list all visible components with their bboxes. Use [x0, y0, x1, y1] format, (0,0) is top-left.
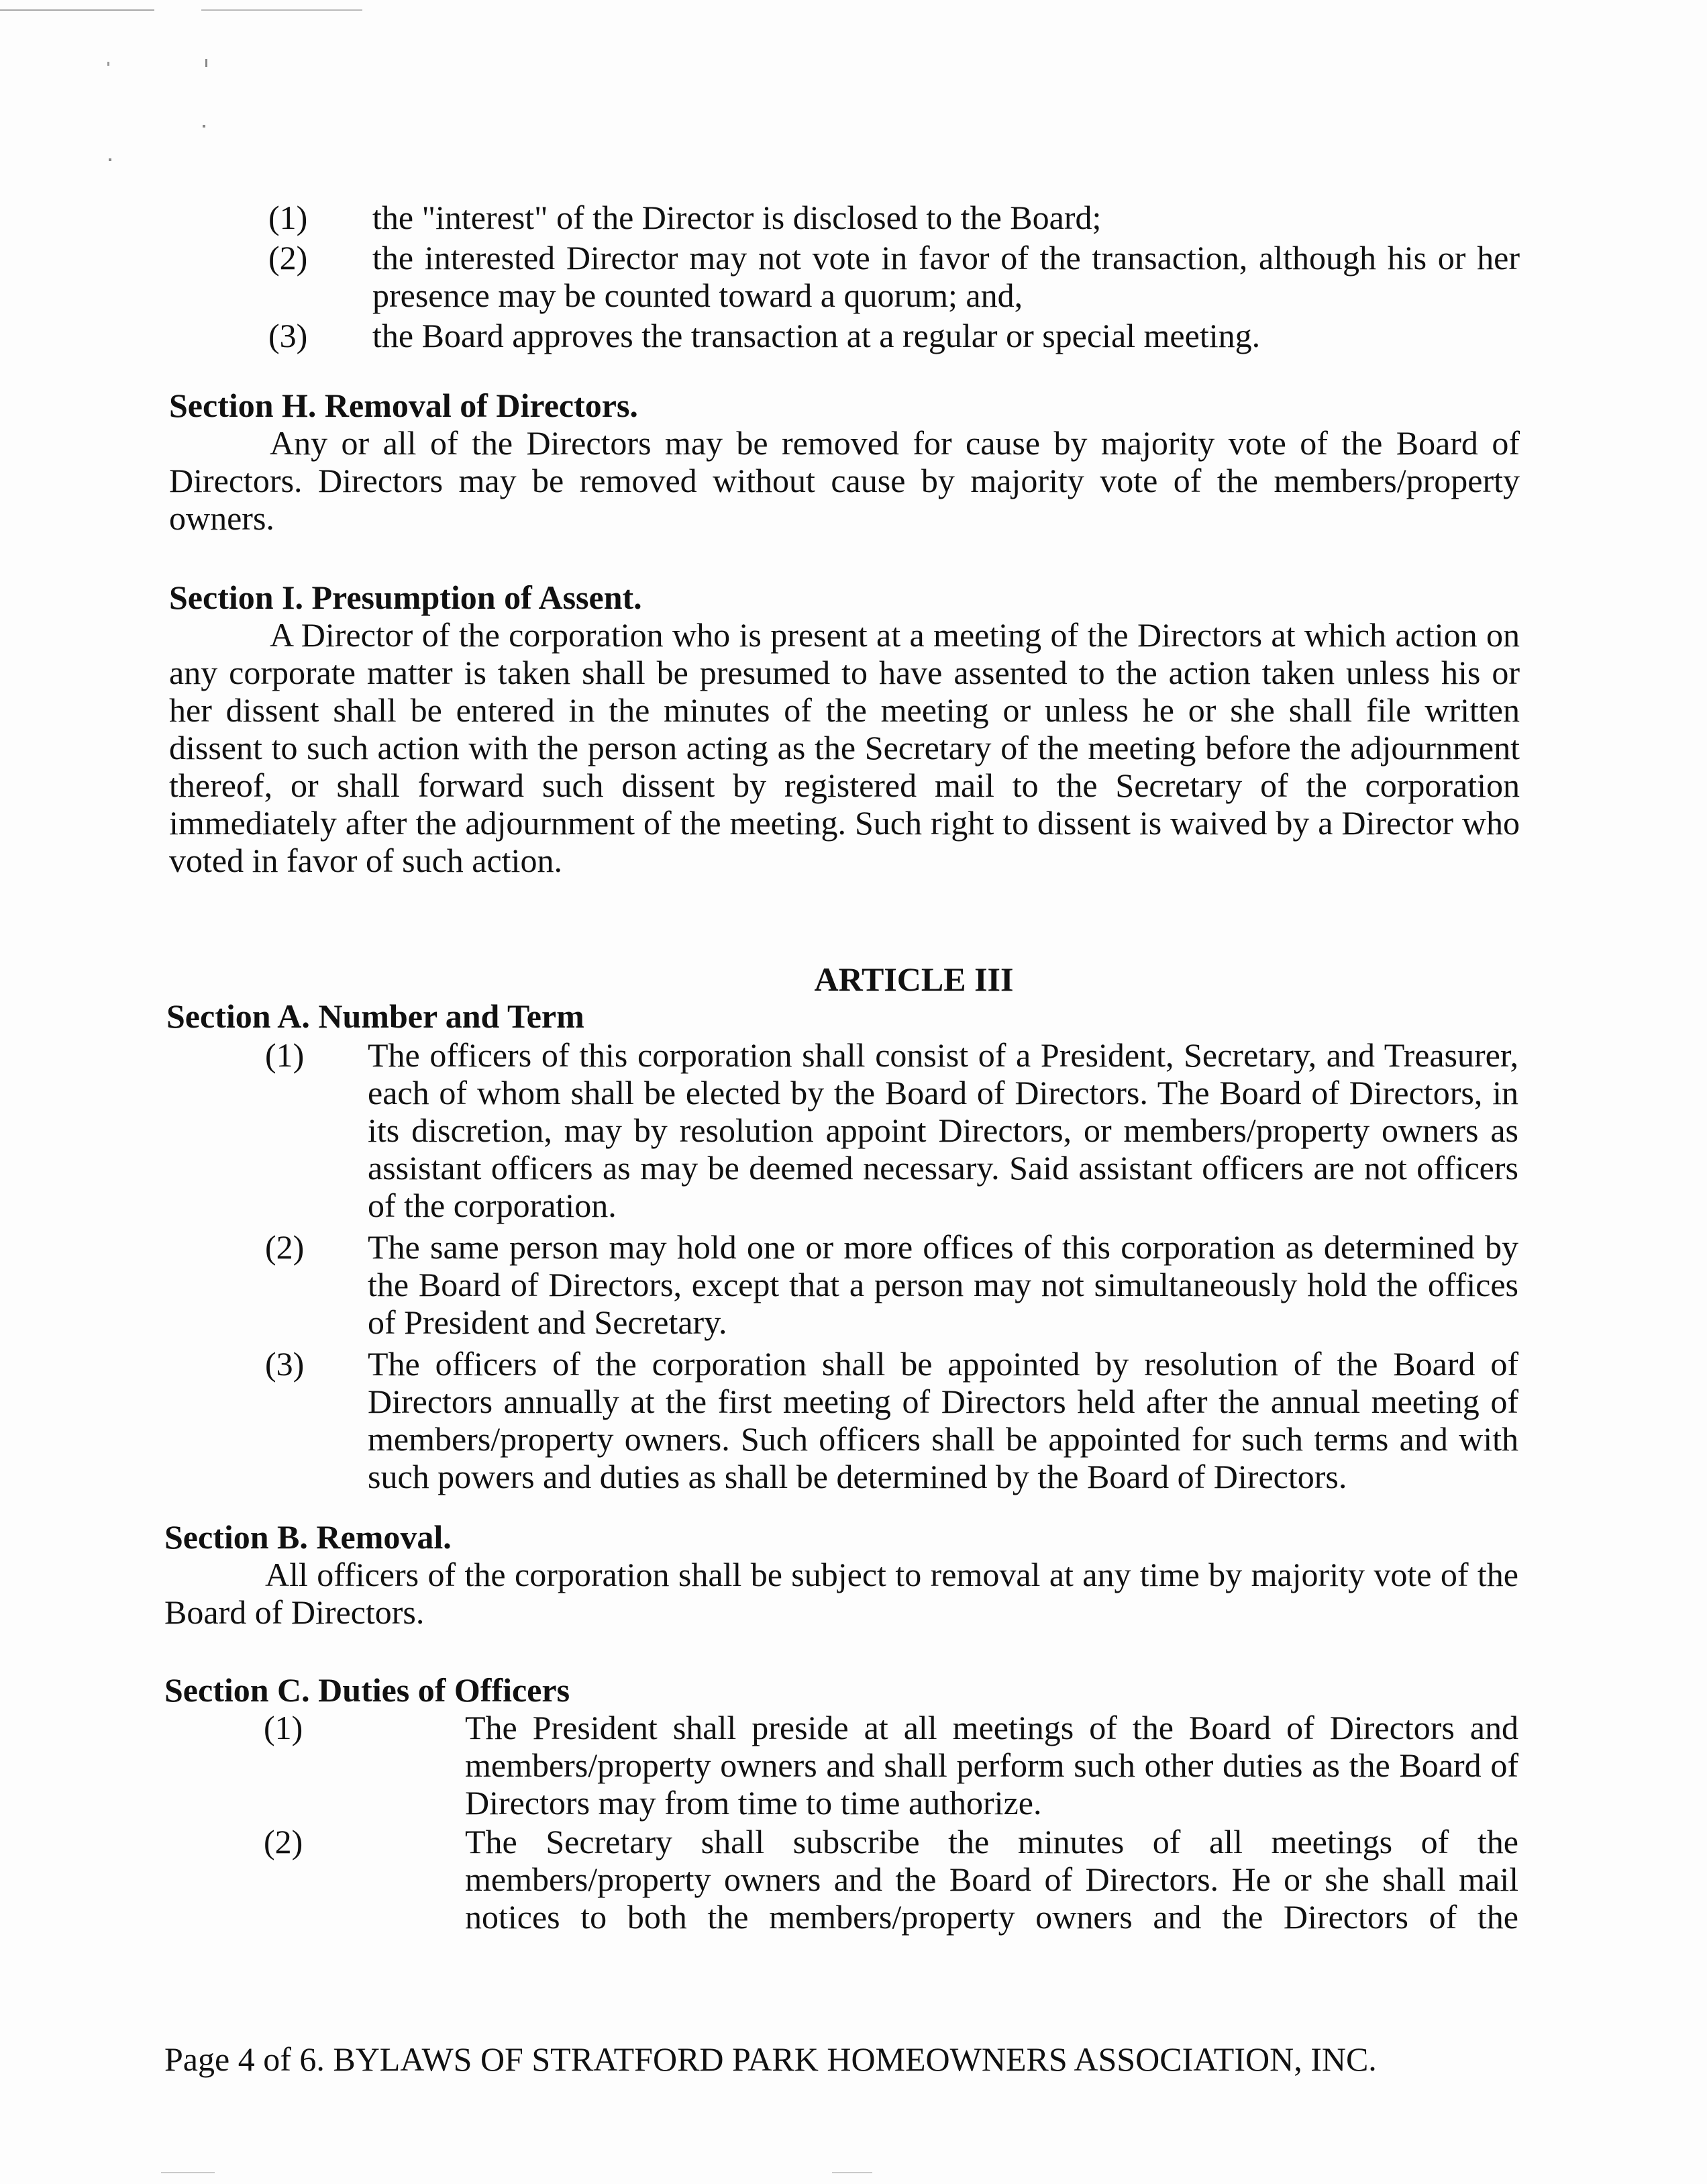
list-number: (2) — [265, 1228, 305, 1266]
section-heading: Section C. Duties of Officers — [164, 1671, 570, 1709]
list-number: (3) — [268, 317, 308, 354]
section-a — [166, 997, 1518, 1495]
page-footer: Page 4 of 6. BYLAWS OF STRATFORD PARK HOMEOWNERS ASSOCIATION, INC. — [164, 2040, 1377, 2078]
scan-mark — [832, 2172, 872, 2173]
list-item — [166, 1345, 1518, 1495]
scan-mark — [201, 9, 362, 11]
section-c — [164, 1671, 1518, 1936]
list-text: The officers of this corporation shall consist of a President, Secretary, and Treasurer, each of whom shall be elected by the Board of Directors. The Board of Directors, in its discretion, may by resolution appoint Directors, or members/property owners as assistant officers as may be deemed necessary. Said assistant officers are not officers of the corporation. — [368, 1036, 1518, 1224]
list-text: The President shall preside at all meetings of the Board of Directors and members/property owners and shall perform such other duties as the Board of Directors may from time to time authorize. — [465, 1709, 1518, 1822]
list-item — [166, 1036, 1518, 1224]
section-body: A Director of the corporation who is present at a meeting of the Directors at which action on any corporate matter is taken shall be presumed to have assented to the action taken unless his or her dissent shall be entered in the minutes of the meeting or unless he or she shall file written dissent to such action with the person acting as the Secretary of the meeting before the adjournment thereof, or shall forward such dissent by registered mail to the Secretary of the corporation immediately after the adjournment of the meeting. Such right to dissent is waived by a Director who voted in favor of such action. — [169, 616, 1520, 879]
list-text: the Board approves the transaction at a regular or special meeting. — [372, 317, 1261, 354]
list-item — [268, 317, 1520, 354]
section-heading: Section H. Removal of Directors. — [169, 387, 638, 424]
section-i — [169, 579, 1520, 879]
scan-mark — [205, 59, 207, 67]
section-heading: Section A. Number and Term — [166, 997, 584, 1035]
list-text: The same person may hold one or more offices of this corporation as determined by the Board of Directors, except that a person may not simultaneously hold the offices of President and Secretary. — [368, 1228, 1518, 1341]
list-item — [268, 239, 1520, 314]
list-text: the interested Director may not vote in favor of the transaction, although his or her presence may be counted toward a quorum; and, — [372, 239, 1520, 314]
scan-mark — [0, 9, 154, 11]
list-number: (2) — [264, 1823, 303, 1860]
section-heading: Section B. Removal. — [164, 1518, 452, 1556]
article-title: ARTICLE III — [814, 960, 1014, 998]
scan-mark — [161, 2172, 215, 2173]
section-heading: Section I. Presumption of Assent. — [169, 579, 642, 616]
interest-list — [268, 199, 1520, 354]
list-number: (1) — [265, 1036, 305, 1074]
list-number: (3) — [265, 1345, 305, 1383]
list-item — [164, 1823, 1518, 1936]
list-number: (2) — [268, 239, 308, 277]
list-text: the "interest" of the Director is disclosed to the Board; — [372, 199, 1102, 236]
list-number: (1) — [264, 1709, 303, 1746]
list-item — [268, 199, 1520, 236]
section-body: Any or all of the Directors may be removed for cause by majority vote of the Board of Directors. Directors may be removed without cause by majority vote of the members/property owners. — [169, 424, 1520, 537]
scan-mark — [107, 62, 109, 66]
scan-mark — [109, 158, 111, 161]
list-item — [166, 1228, 1518, 1341]
section-body: All officers of the corporation shall be subject to removal at any time by majority vote of the Board of Directors. — [164, 1556, 1518, 1631]
section-h — [169, 387, 1520, 537]
list-text: The officers of the corporation shall be appointed by resolution of the Board of Directors annually at the first meeting of Directors held after the annual meeting of members/property owners. Such officers shall be appointed for such terms and with such powers and duties as shall be determined by the Board of Directors. — [368, 1345, 1518, 1495]
list-item — [164, 1709, 1518, 1822]
list-text: The Secretary shall subscribe the minutes of all meetings of the members/property owners and the Board of Directors. He or she shall mail notices to both the members/property owners and the Directors of the — [465, 1823, 1518, 1936]
section-b — [164, 1518, 1518, 1631]
scan-mark — [203, 125, 205, 128]
list-number: (1) — [268, 199, 308, 236]
